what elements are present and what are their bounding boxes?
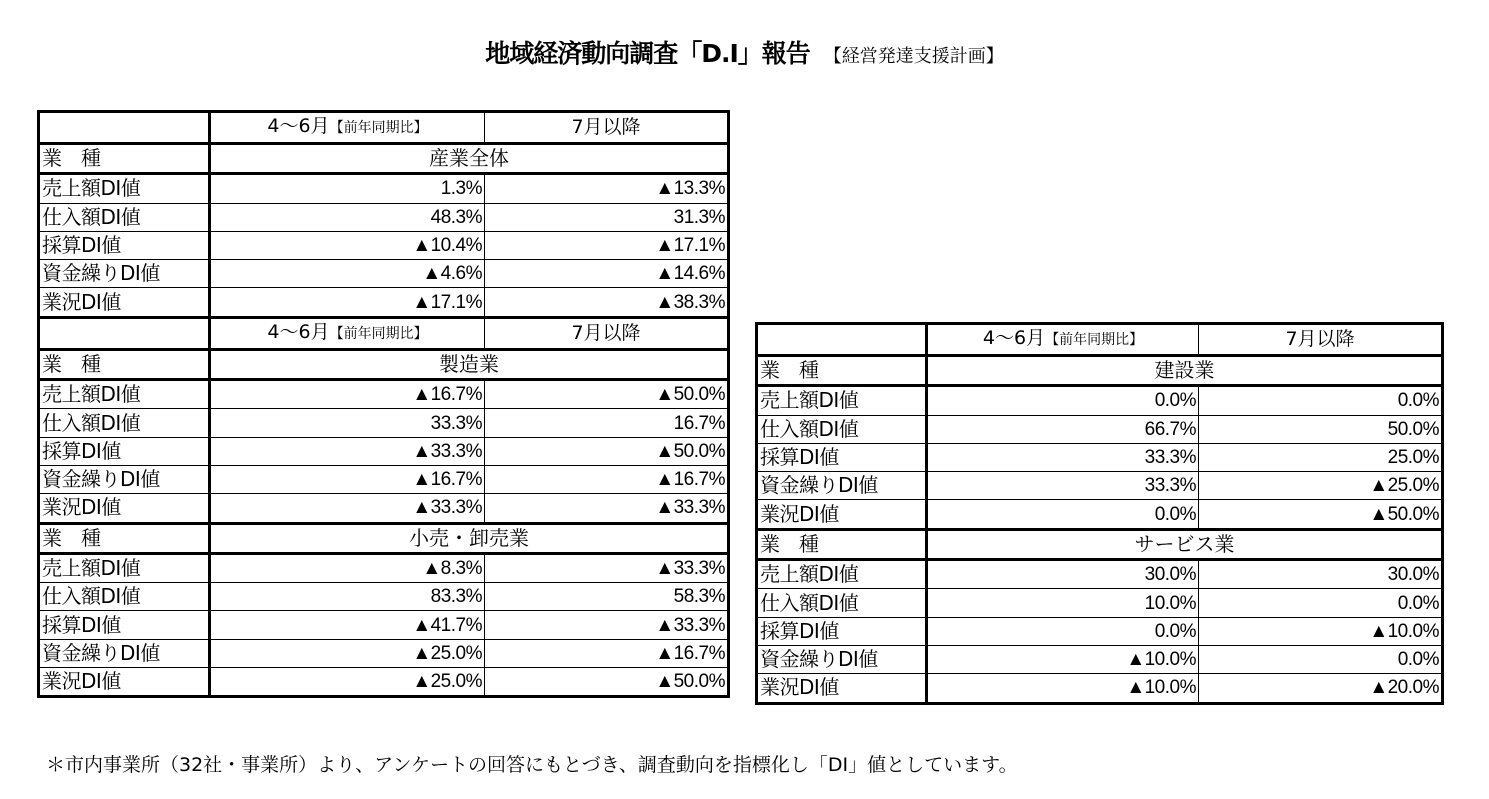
industry-name: 製造業 [210,349,729,379]
period-header-row [39,112,729,144]
value-period2: ▲38.3% [485,288,729,317]
value-period2: 50.0% [1199,415,1443,443]
period-header-row [757,324,1443,356]
row-label: 採算DI値 [39,437,210,465]
value-period2: ▲16.7% [485,465,729,493]
period2-header: 7月以降 [485,317,729,349]
value-period2: ▲50.0% [485,437,729,465]
row-label: 業況DI値 [39,668,210,697]
value-period2: 0.0% [1199,645,1443,673]
value-period2: ▲33.3% [485,611,729,639]
value-period1: ▲33.3% [210,494,485,523]
value-period1: ▲10.0% [927,645,1199,673]
value-period2: 30.0% [1199,560,1443,589]
value-period2: 58.3% [485,583,729,611]
value-period1: 10.0% [927,589,1199,617]
table-row [757,415,1443,443]
row-label: 仕入額DI値 [39,583,210,611]
table-row [757,472,1443,500]
value-period1: 0.0% [927,386,1199,415]
table-row [39,553,729,582]
value-period1: 33.3% [927,443,1199,471]
table-row [757,560,1443,589]
value-period2: ▲25.0% [1199,472,1443,500]
value-period1: ▲16.7% [210,465,485,493]
value-period1: ▲25.0% [210,639,485,667]
value-period2: 31.3% [485,203,729,231]
row-label: 売上額DI値 [39,553,210,582]
value-period1: ▲4.6% [210,260,485,288]
table-row [757,645,1443,673]
value-period1: ▲17.1% [210,288,485,317]
value-period1: ▲16.7% [210,380,485,409]
value-period2: 0.0% [1199,386,1443,415]
row-label: 業況DI値 [39,494,210,523]
table-row [39,465,729,493]
value-period2: 0.0% [1199,589,1443,617]
industry-label: 業 種 [39,523,210,553]
table-row [757,617,1443,645]
page-title [0,34,1489,70]
industry-label: 業 種 [39,144,210,174]
industry-name: 産業全体 [210,144,729,174]
value-period1: 1.3% [210,174,485,203]
table-row [39,639,729,667]
industry-name: サービス業 [927,529,1443,559]
value-period2: 16.7% [485,409,729,437]
industry-row [757,529,1443,559]
value-period1: 0.0% [927,500,1199,529]
value-period2: 25.0% [1199,443,1443,471]
row-label: 資金繰りDI値 [757,472,927,500]
value-period2: ▲50.0% [1199,500,1443,529]
industry-label: 業 種 [39,349,210,379]
period1-note: 【前年同期比】 [329,120,428,136]
period2-header: 7月以降 [485,112,729,144]
row-label: 資金繰りDI値 [39,465,210,493]
value-period2: ▲33.3% [485,553,729,582]
period1-note: 【前年同期比】 [329,325,428,342]
table-row [39,409,729,437]
period1-note: 【前年同期比】 [1045,332,1144,348]
value-period1: 30.0% [927,560,1199,589]
empty-header-cell [39,317,210,349]
row-label: 業況DI値 [757,500,927,529]
value-period1: 33.3% [210,409,485,437]
row-label: 採算DI値 [757,443,927,471]
row-label: 業況DI値 [757,674,927,703]
industry-name: 小売・卸売業 [210,523,729,553]
table-row [39,583,729,611]
table-row [39,231,729,259]
value-period1: 33.3% [927,472,1199,500]
period1-label: 4～6月 [982,327,1046,349]
table-row [39,668,729,697]
row-label: 売上額DI値 [757,560,927,589]
row-label: 資金繰りDI値 [39,260,210,288]
value-period1: 0.0% [927,617,1199,645]
table-row [39,494,729,523]
value-period1: ▲25.0% [210,668,485,697]
table-row [757,500,1443,529]
value-period1: 83.3% [210,583,485,611]
period1-label: 4～6月 [267,115,330,137]
row-label: 仕入額DI値 [39,409,210,437]
industry-name: 建設業 [927,356,1443,386]
row-label: 仕入額DI値 [757,415,927,443]
row-label: 採算DI値 [757,617,927,645]
value-period2: ▲50.0% [485,380,729,409]
row-label: 売上額DI値 [757,386,927,415]
value-period2: ▲14.6% [485,260,729,288]
table-row [39,437,729,465]
value-period1: 66.7% [927,415,1199,443]
row-label: 売上額DI値 [39,174,210,203]
table-row [39,288,729,317]
value-period1: ▲10.0% [927,674,1199,703]
row-label: 売上額DI値 [39,380,210,409]
row-label: 仕入額DI値 [39,203,210,231]
table-row [757,386,1443,415]
table-row [757,674,1443,703]
value-period2: ▲16.7% [485,639,729,667]
value-period2: ▲10.0% [1199,617,1443,645]
empty-header-cell [757,324,927,356]
footnote: ＊市内事業所（32社・事業所）より、アンケートの回答にもとづき、調査動向を指標化し「DI」値としています。 [46,754,1018,776]
period1-header [210,317,485,349]
row-label: 採算DI値 [39,611,210,639]
industry-label: 業 種 [757,356,927,386]
table-row [39,380,729,409]
value-period2: ▲33.3% [485,494,729,523]
value-period2: ▲13.3% [485,174,729,203]
report-subtitle: 【経営発達支援計画】 [823,46,1004,67]
industry-row [757,356,1443,386]
industry-label: 業 種 [757,529,927,559]
period1-header [210,112,485,144]
value-period2: ▲17.1% [485,231,729,259]
empty-header-cell [39,112,210,144]
table-row [39,203,729,231]
row-label: 採算DI値 [39,231,210,259]
table-row [39,260,729,288]
industry-row [39,349,729,379]
table-row [757,443,1443,471]
value-period1: ▲8.3% [210,553,485,582]
table-row [39,611,729,639]
row-label: 業況DI値 [39,288,210,317]
value-period1: ▲10.4% [210,231,485,259]
table-row [39,174,729,203]
row-label: 資金繰りDI値 [757,645,927,673]
table-row [757,589,1443,617]
period1-label: 4～6月 [267,320,330,343]
report-title: 地域経済動向調査「D.I」報告 [485,39,810,68]
industry-row [39,144,729,174]
value-period1: ▲33.3% [210,437,485,465]
row-label: 資金繰りDI値 [39,639,210,667]
period1-header [927,324,1199,356]
industry-row [39,523,729,553]
period2-header: 7月以降 [1199,324,1443,356]
row-label: 仕入額DI値 [757,589,927,617]
di-table-right [755,322,1444,705]
value-period2: ▲50.0% [485,668,729,697]
period-header-row [39,317,729,349]
value-period1: ▲41.7% [210,611,485,639]
value-period1: 48.3% [210,203,485,231]
value-period2: ▲20.0% [1199,674,1443,703]
di-table-left [37,110,730,698]
